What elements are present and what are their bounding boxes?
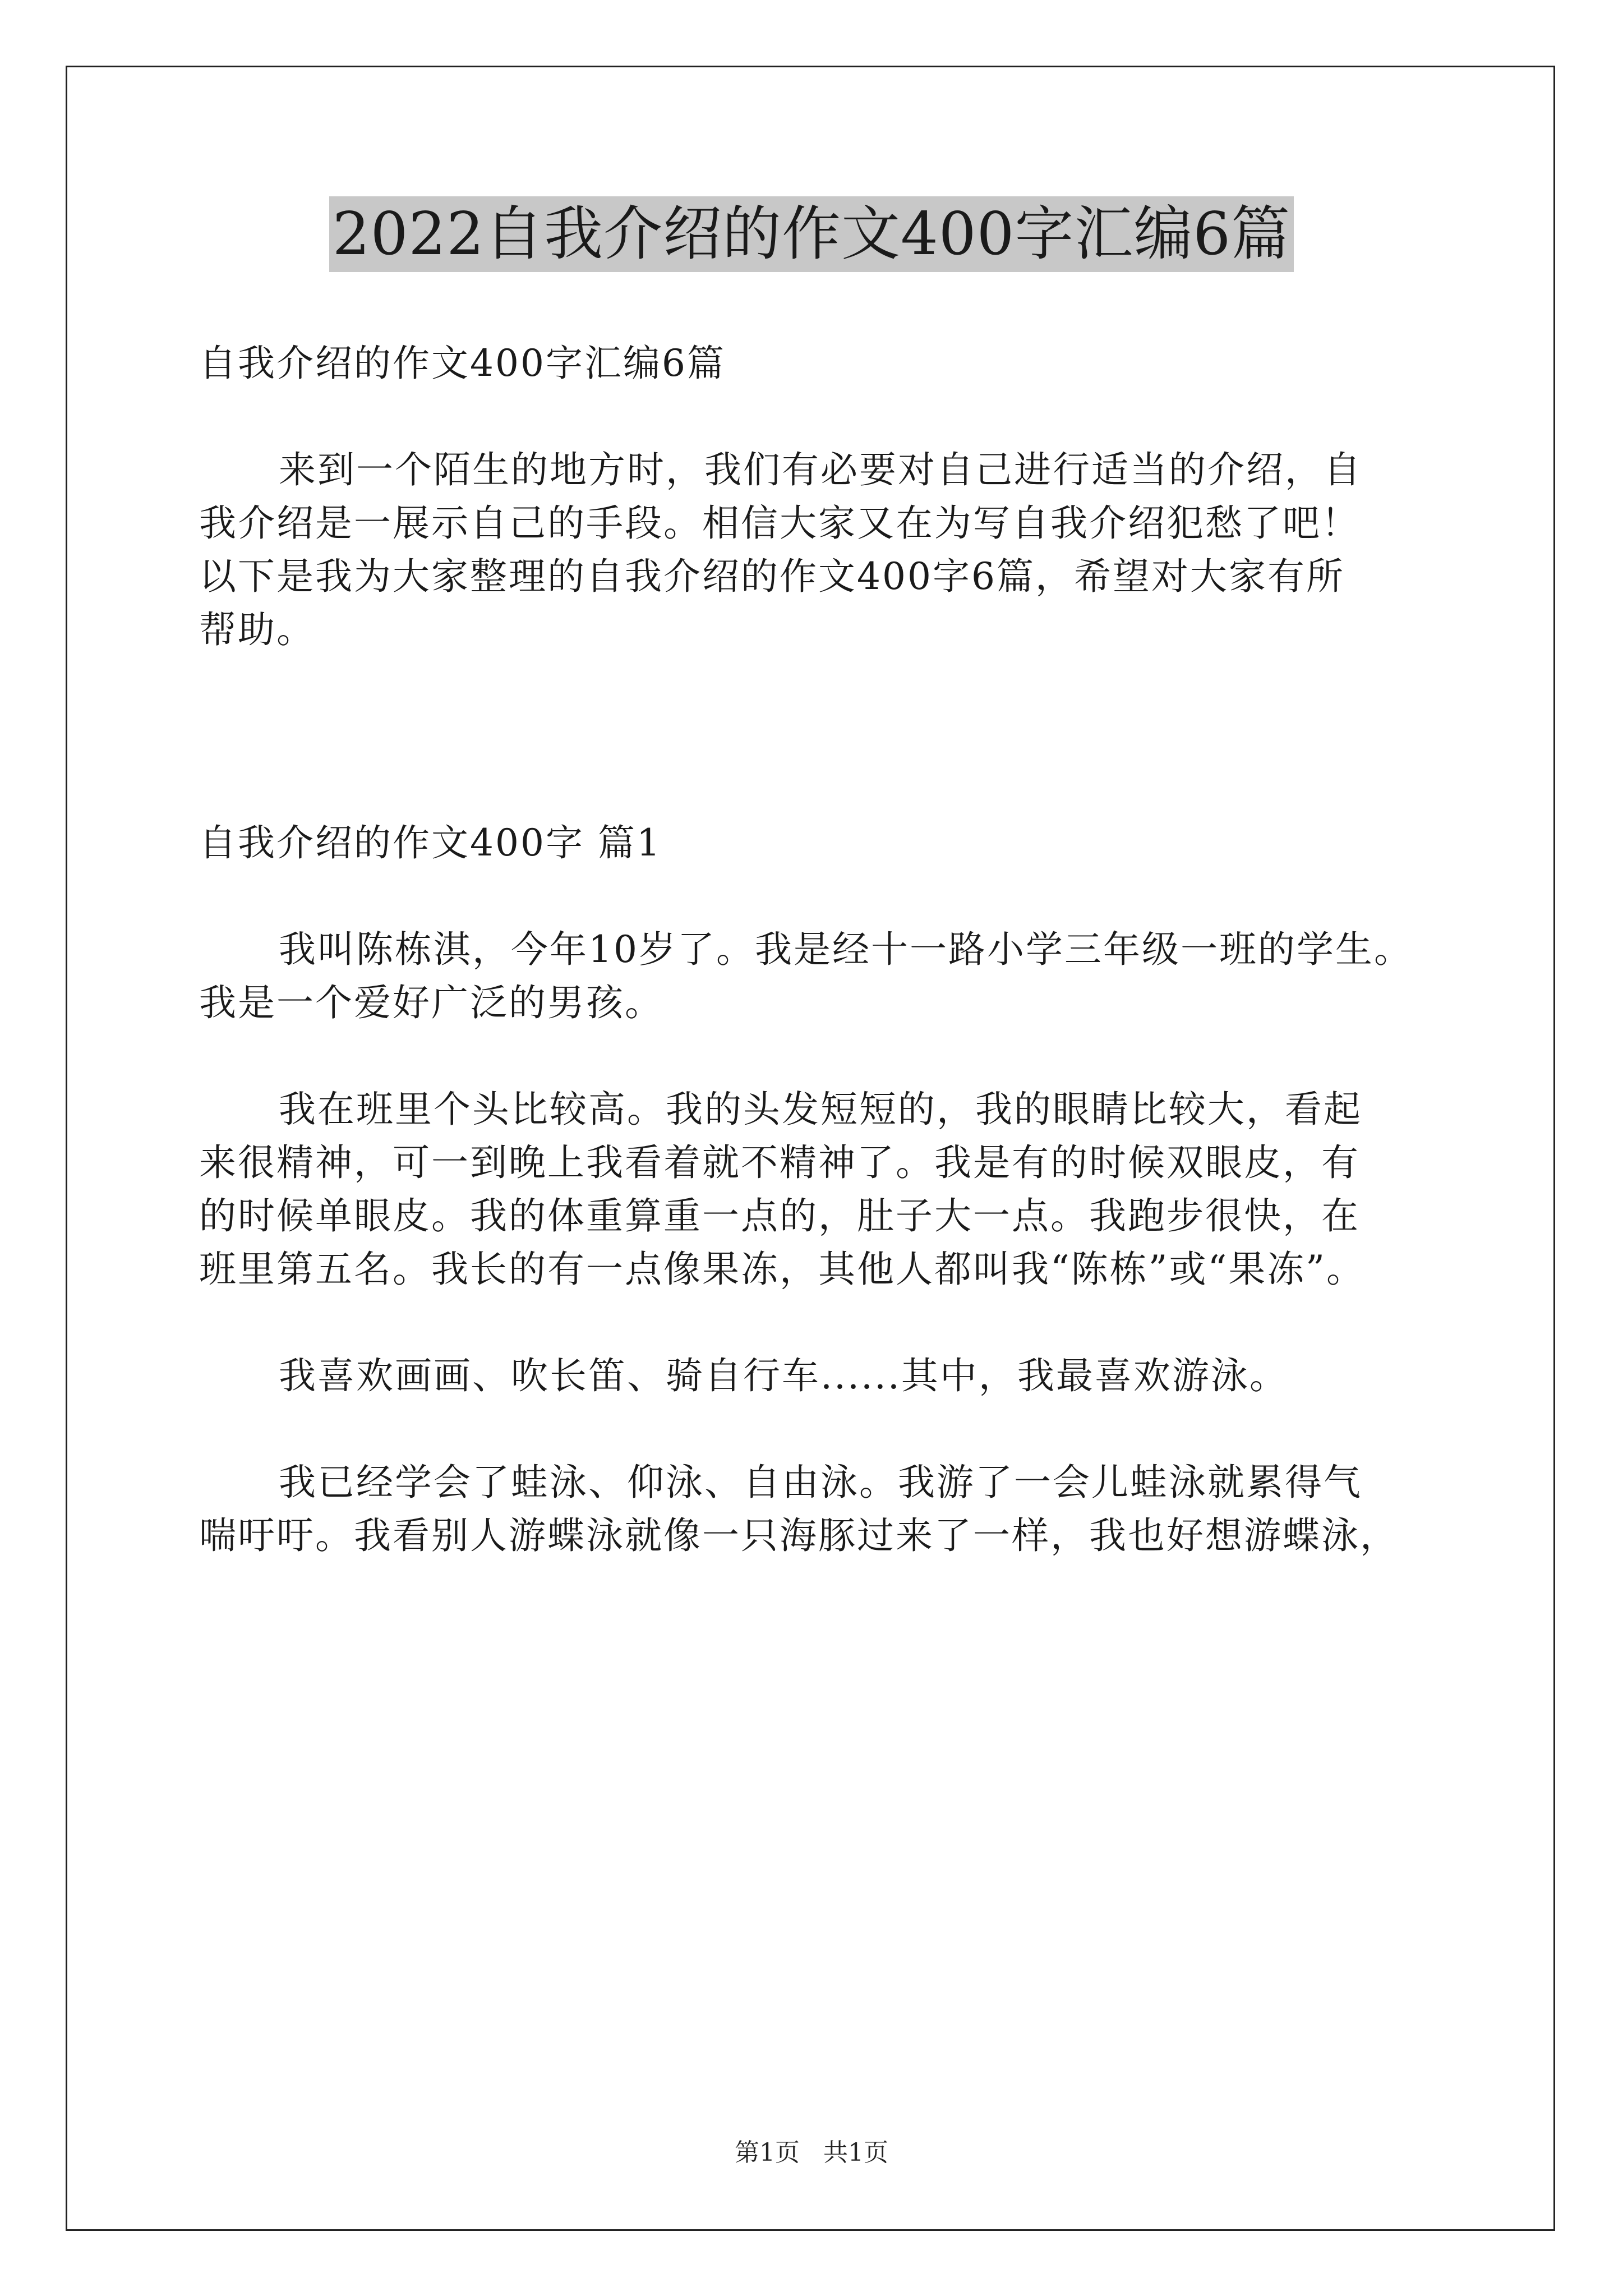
paragraph-line: 我在班里个头比较高。我的头发短短的，我的眼睛比较大，看起	[279, 1088, 1362, 1131]
intro-line: 以下是我为大家整理的自我介绍的作文400字6篇，希望对大家有所	[199, 555, 1345, 598]
paragraph-line: 来很精神，可一到晚上我看着就不精神了。我是有的时候双眼皮，有	[199, 1141, 1360, 1184]
paragraph-line: 喘吁吁。我看别人游蝶泳就像一只海豚过来了一样，我也好想游蝶泳，	[199, 1514, 1399, 1557]
document-title	[0, 196, 1623, 272]
page-number-current: 第1页	[735, 2138, 800, 2167]
paragraph-line: 我是一个爱好广泛的男孩。	[199, 981, 663, 1024]
intro-line: 我介绍是一展示自己的手段。相信大家又在为写自我介绍犯愁了吧！	[199, 501, 1360, 545]
subtitle: 自我介绍的作文400字汇编6篇	[199, 342, 726, 385]
page-footer	[0, 2136, 1623, 2170]
document-body	[199, 337, 1450, 1562]
paragraph-line: 我喜欢画画、吹长笛、骑自行车......其中，我最喜欢游泳。	[279, 1354, 1288, 1397]
intro-line: 帮助。	[199, 608, 315, 651]
paragraph-4	[199, 1456, 1450, 1562]
intro-paragraph	[199, 443, 1450, 656]
paragraph-1	[199, 923, 1450, 1029]
document-title-text: 2022自我介绍的作文400字汇编6篇	[329, 196, 1294, 272]
paragraph-line: 的时候单眼皮。我的体重算重一点的，肚子大一点。我跑步很快，在	[199, 1194, 1360, 1237]
paragraph-2	[199, 1083, 1450, 1296]
page-number-total: 共1页	[823, 2138, 888, 2167]
paragraph-3	[199, 1349, 1450, 1402]
intro-line: 来到一个陌生的地方时，我们有必要对自己进行适当的介绍，自	[279, 448, 1362, 491]
paragraph-line: 我已经学会了蛙泳、仰泳、自由泳。我游了一会儿蛙泳就累得气	[279, 1461, 1362, 1504]
paragraph-line: 班里第五名。我长的有一点像果冻，其他人都叫我“陈栋”或“果冻”。	[199, 1248, 1365, 1291]
paragraph-line: 我叫陈栋淇，今年10岁了。我是经十一路小学三年级一班的学生。	[279, 928, 1413, 971]
section-heading: 自我介绍的作文400字 篇1	[199, 821, 662, 864]
